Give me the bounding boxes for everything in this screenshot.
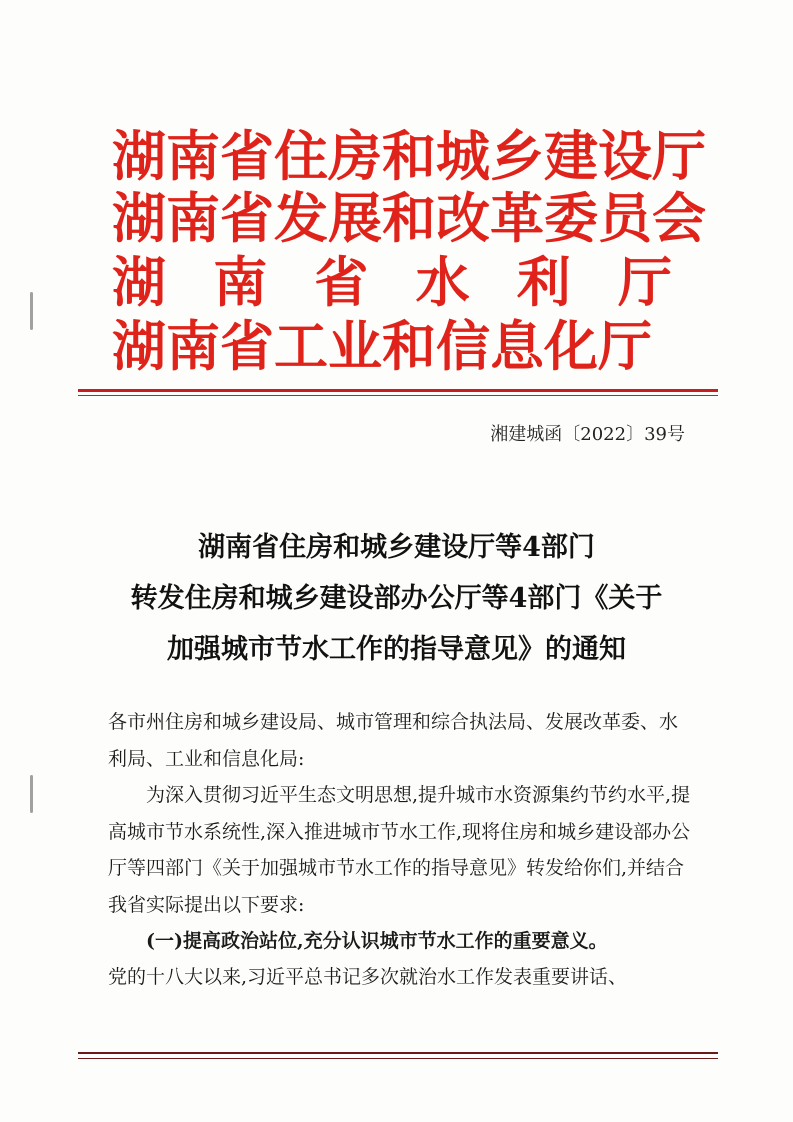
section-1-text: 党的十八大以来,习近平总书记多次就治水工作发表重要讲话、 <box>108 966 628 988</box>
header-separator <box>78 389 718 392</box>
footer-separator-thin <box>78 1058 718 1059</box>
recipients: 各市州住房和城乡建设局、城市管理和综合执法局、发展改革委、水利局、工业和信息化局: <box>108 711 679 770</box>
title-line-2: 转发住房和城乡建设部办公厅等4部门《关于 <box>130 583 663 614</box>
issuer-line-3-char: 湖 <box>112 251 166 314</box>
issuer-line-3 <box>112 252 672 314</box>
issuer-line-3-char: 省 <box>314 251 369 314</box>
binding-mark-top <box>30 292 33 330</box>
issuer-line-3-char: 水 <box>415 251 470 314</box>
paragraph-1: 为深入贯彻习近平生态文明思想,提升城市水资源集约节约水平,提高城市节水系统性,深入推进城市节水工作,现将住房和城乡建设部办公厅等四部门《关于加强城市节水工作的指导意见》转发给你们,并结合我省实际提出以下要求: <box>108 784 691 916</box>
issuer-line-3-char: 厅 <box>617 251 672 314</box>
section-1-heading: (一)提高政治站位,充分认识城市节水工作的重要意义。 <box>146 930 608 952</box>
issuer-line-3-char: 南 <box>213 251 268 314</box>
issuer-line-3-char: 利 <box>516 251 571 314</box>
document-number: 湘建城函〔2022〕39号 <box>490 424 685 445</box>
binding-mark-bottom <box>30 775 33 813</box>
issuer-line-2: 湖南省发展和改革委员会 <box>112 187 706 250</box>
footer-separator <box>78 1052 718 1054</box>
issuer-line-4: 湖南省工业和信息化厅 <box>112 315 652 378</box>
title-line-3: 加强城市节水工作的指导意见》的通知 <box>167 634 626 665</box>
header-separator-thin <box>78 395 718 396</box>
title-line-1: 湖南省住房和城乡建设厅等4部门 <box>198 532 595 563</box>
issuer-line-1: 湖南省住房和城乡建设厅 <box>112 125 706 188</box>
